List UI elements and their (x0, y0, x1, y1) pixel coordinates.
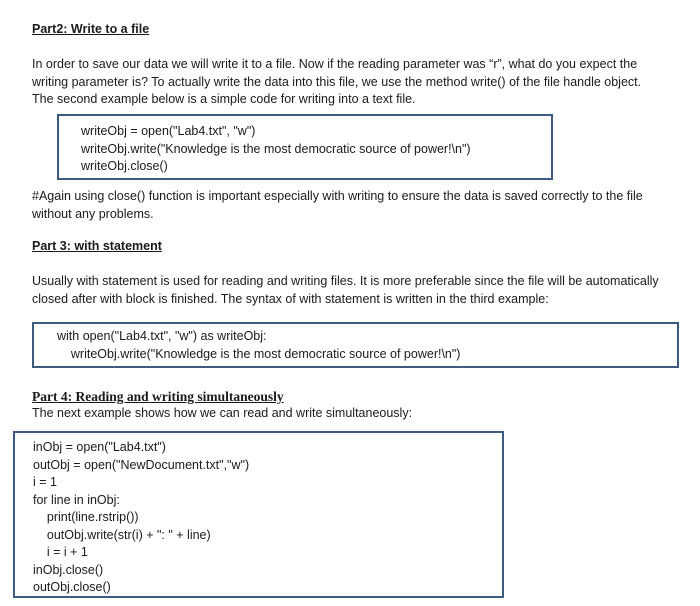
code-line: print(line.rstrip()) (33, 510, 139, 524)
part3-paragraph (32, 273, 659, 308)
code-line: writeObj.write("Knowledge is the most democratic source of power!\n") (81, 141, 471, 156)
part3-para-line: Usually with statement is used for reading and writing files. It is more preferable since the file will be automatically (32, 274, 659, 288)
part4-intro: The next example shows how we can read and write simultaneously: (32, 406, 413, 420)
code-line: outObj.write(str(i) + ": " + line) (33, 527, 211, 542)
code-box-write-example (57, 114, 553, 180)
code-line: writeObj.write("Knowledge is the most democratic source of power!\n") (57, 346, 461, 361)
code-line: writeObj = open("Lab4.txt", "w") (81, 124, 256, 138)
code-line: i = 1 (33, 475, 57, 489)
code-line: outObj.close() (33, 580, 111, 594)
code-box-read-write-example (13, 431, 504, 598)
part4-heading: Part 4: Reading and writing simultaneously (32, 389, 284, 404)
part2-paragraph (32, 56, 641, 109)
code-line: i = i + 1 (33, 545, 88, 559)
code-line: inObj.close() (33, 562, 104, 577)
code-line: inObj = open("Lab4.txt") (33, 440, 166, 454)
part2-note-line: without any problems. (32, 206, 154, 221)
part2-heading: Part2: Write to a file (32, 22, 150, 36)
part3-heading: Part 3: with statement (32, 239, 162, 253)
part2-para-line: In order to save our data we will write it to a file. Now if the reading parameter was “r”, what do you expect the (32, 57, 638, 71)
part2-note-line: #Again using close() function is important especially with writing to ensure the data is saved correctly to the file (32, 189, 643, 203)
part3-para-line: closed after with block is finished. The syntax of with statement is written in the third example: (32, 291, 549, 306)
code-box-with-example (32, 322, 679, 368)
part2-para-line: writing parameter is? To actually write the data into this file, we use the method write() of the file handle object. (32, 74, 642, 89)
part2-note (32, 188, 643, 223)
code-line: outObj = open("NewDocument.txt","w") (33, 457, 250, 472)
code-line: for line in inObj: (33, 492, 120, 507)
code-line: with open("Lab4.txt", "w") as writeObj: (57, 329, 267, 343)
part2-para-line: The second example below is a simple code for writing into a text file. (32, 92, 416, 106)
code-line: writeObj.close() (81, 159, 168, 173)
